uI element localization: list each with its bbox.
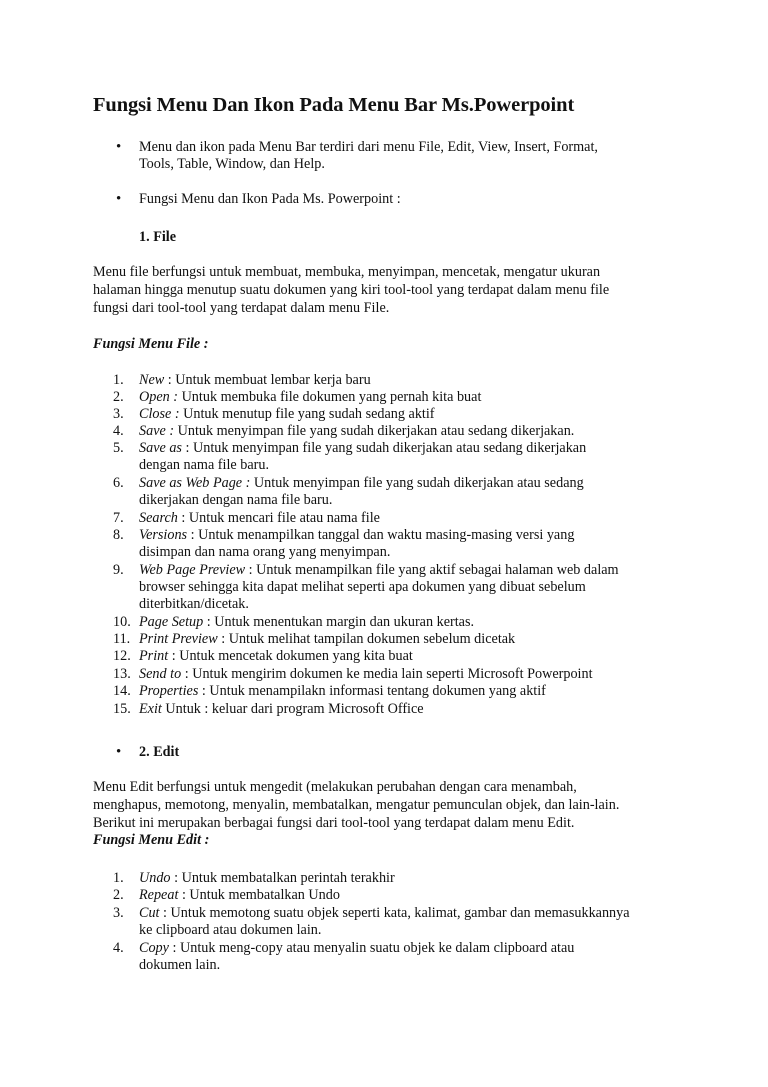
list-item-continuation: dengan nama file baru. bbox=[139, 457, 269, 473]
bullet-icon: • bbox=[116, 139, 122, 155]
list-item-text: : Untuk membuat lembar kerja baru bbox=[164, 372, 371, 388]
file-paragraph-line-2: halaman hingga menutup suatu dokumen yang kiri tool-tool yang terdapat dalam menu file bbox=[93, 282, 610, 298]
bullet-icon: • bbox=[116, 744, 122, 760]
list-item-continuation: ke clipboard atau dokumen lain. bbox=[139, 922, 322, 938]
list-item-term: Close : bbox=[139, 406, 180, 422]
list-number: 8. bbox=[113, 527, 124, 543]
list-item bbox=[139, 389, 481, 406]
list-item-text: : Untuk menentukan margin dan ukuran kertas. bbox=[203, 614, 475, 630]
intro-bullet-1-line-1: Menu dan ikon pada Menu Bar terdiri dari menu File, Edit, View, Insert, Format, bbox=[139, 139, 598, 155]
list-item-term: Exit bbox=[139, 701, 162, 717]
list-item-text: : Untuk mencari file atau nama file bbox=[177, 510, 380, 526]
list-number: 7. bbox=[113, 510, 124, 526]
list-item bbox=[139, 701, 424, 718]
list-number: 1. bbox=[113, 372, 124, 388]
bullet-icon: • bbox=[116, 191, 122, 207]
list-number: 9. bbox=[113, 562, 124, 578]
list-number: 2. bbox=[113, 389, 124, 405]
list-item-text: Untuk menyimpan file yang sudah dikerjakan atau sedang dikerjakan. bbox=[174, 423, 575, 439]
file-subheading: Fungsi Menu File : bbox=[93, 336, 209, 352]
list-item-continuation: disimpan dan nama orang yang menyimpan. bbox=[139, 544, 391, 560]
list-item bbox=[139, 940, 574, 957]
list-item-text: : Untuk memotong suatu objek seperti kata, kalimat, gambar dan memasukkannya bbox=[159, 905, 630, 921]
list-item-term: Send to bbox=[139, 666, 182, 682]
list-item bbox=[139, 527, 574, 544]
edit-paragraph-line-2: menghapus, memotong, menyalin, membatalkan, mengatur pemunculan objek, dan lain-lain. bbox=[93, 797, 620, 813]
list-item-text: : Untuk meng-copy atau menyalin suatu objek ke dalam clipboard atau bbox=[168, 940, 575, 956]
list-item bbox=[139, 683, 546, 700]
list-item-text: : Untuk mencetak dokumen yang kita buat bbox=[168, 648, 413, 664]
list-item bbox=[139, 510, 380, 527]
list-number: 3. bbox=[113, 905, 124, 921]
list-item-term: Print Preview bbox=[139, 631, 218, 647]
list-item bbox=[139, 440, 586, 457]
list-item bbox=[139, 475, 584, 492]
list-item bbox=[139, 905, 630, 922]
list-item-text: : Untuk menampilkan tanggal dan waktu masing-masing versi yang bbox=[187, 527, 575, 543]
list-item-term: Save as bbox=[139, 440, 182, 456]
page-title: Fungsi Menu Dan Ikon Pada Menu Bar Ms.Powerpoint bbox=[93, 94, 575, 116]
list-item bbox=[139, 372, 371, 389]
list-number: 14. bbox=[113, 683, 131, 699]
list-item-term: Save : bbox=[139, 423, 175, 439]
list-number: 15. bbox=[113, 701, 131, 717]
list-number: 6. bbox=[113, 475, 124, 491]
list-number: 12. bbox=[113, 648, 131, 664]
list-item-term: Versions bbox=[139, 527, 188, 543]
list-item-text: Untuk menutup file yang sudah sedang aktif bbox=[179, 406, 435, 422]
list-item-term: Undo bbox=[139, 870, 171, 886]
list-item-text: Untuk membuka file dokumen yang pernah kita buat bbox=[178, 389, 482, 405]
list-number: 4. bbox=[113, 940, 124, 956]
list-item bbox=[139, 666, 593, 683]
list-item-term: Open : bbox=[139, 389, 179, 405]
list-number: 13. bbox=[113, 666, 131, 682]
edit-paragraph-line-1: Menu Edit berfungsi untuk mengedit (melakukan perubahan dengan cara menambah, bbox=[93, 779, 577, 795]
list-item-term: New bbox=[139, 372, 165, 388]
list-item-text: : Untuk melihat tampilan dokumen sebelum dicetak bbox=[217, 631, 516, 647]
intro-bullet-1-line-2: Tools, Table, Window, dan Help. bbox=[139, 156, 325, 172]
list-item-text: : Untuk menyimpan file yang sudah dikerjakan atau sedang dikerjakan bbox=[181, 440, 587, 456]
edit-paragraph-line-3: Berikut ini merupakan berbagai fungsi dari tool-tool yang terdapat dalam menu Edit. bbox=[93, 815, 575, 831]
list-item-term: Cut bbox=[139, 905, 160, 921]
list-number: 1. bbox=[113, 870, 124, 886]
list-item-term: Copy bbox=[139, 940, 169, 956]
list-item-term: Page Setup bbox=[139, 614, 204, 630]
edit-section-heading: 2. Edit bbox=[139, 744, 180, 760]
file-paragraph-line-3: fungsi dari tool-tool yang terdapat dalam menu File. bbox=[93, 300, 390, 316]
list-item bbox=[139, 631, 515, 648]
list-item-term: Print bbox=[139, 648, 169, 664]
list-number: 4. bbox=[113, 423, 124, 439]
list-item-text: : Untuk membatalkan Undo bbox=[178, 887, 340, 903]
list-number: 3. bbox=[113, 406, 124, 422]
list-item bbox=[139, 870, 395, 887]
edit-subheading: Fungsi Menu Edit : bbox=[93, 832, 210, 848]
list-item-continuation: dikerjakan dengan nama file baru. bbox=[139, 492, 333, 508]
list-item-term: Save as Web Page : bbox=[139, 475, 251, 491]
list-item bbox=[139, 423, 574, 440]
list-item-text: : Untuk mengirim dokumen ke media lain seperti Microsoft Powerpoint bbox=[181, 666, 593, 682]
file-paragraph-line-1: Menu file berfungsi untuk membuat, membuka, menyimpan, mencetak, mengatur ukuran bbox=[93, 264, 601, 280]
list-item-text: Untuk : keluar dari program Microsoft Office bbox=[161, 701, 424, 717]
list-item-continuation: browser sehingga kita dapat melihat seperti apa dokumen yang dibuat sebelum bbox=[139, 579, 586, 595]
list-item bbox=[139, 648, 413, 665]
list-item-continuation: diterbitkan/dicetak. bbox=[139, 596, 249, 612]
list-item-continuation: dokumen lain. bbox=[139, 957, 221, 973]
list-item bbox=[139, 614, 474, 631]
list-item-text: : Untuk membatalkan perintah terakhir bbox=[170, 870, 395, 886]
list-item-term: Repeat bbox=[139, 887, 179, 903]
list-number: 11. bbox=[113, 631, 131, 647]
list-number: 2. bbox=[113, 887, 124, 903]
file-section-heading: 1. File bbox=[139, 229, 177, 245]
list-item-term: Search bbox=[139, 510, 178, 526]
intro-bullet-2-line-1: Fungsi Menu dan Ikon Pada Ms. Powerpoint : bbox=[139, 191, 401, 207]
list-item-term: Web Page Preview bbox=[139, 562, 246, 578]
list-item bbox=[139, 406, 435, 423]
list-number: 5. bbox=[113, 440, 124, 456]
list-item bbox=[139, 562, 619, 579]
list-item bbox=[139, 887, 340, 904]
list-item-text: : Untuk menampilakn informasi tentang dokumen yang aktif bbox=[198, 683, 546, 699]
list-item-text: : Untuk menampilkan file yang aktif sebagai halaman web dalam bbox=[245, 562, 619, 578]
list-item-text: Untuk menyimpan file yang sudah dikerjakan atau sedang bbox=[250, 475, 584, 491]
list-number: 10. bbox=[113, 614, 131, 630]
list-item-term: Properties bbox=[139, 683, 199, 699]
